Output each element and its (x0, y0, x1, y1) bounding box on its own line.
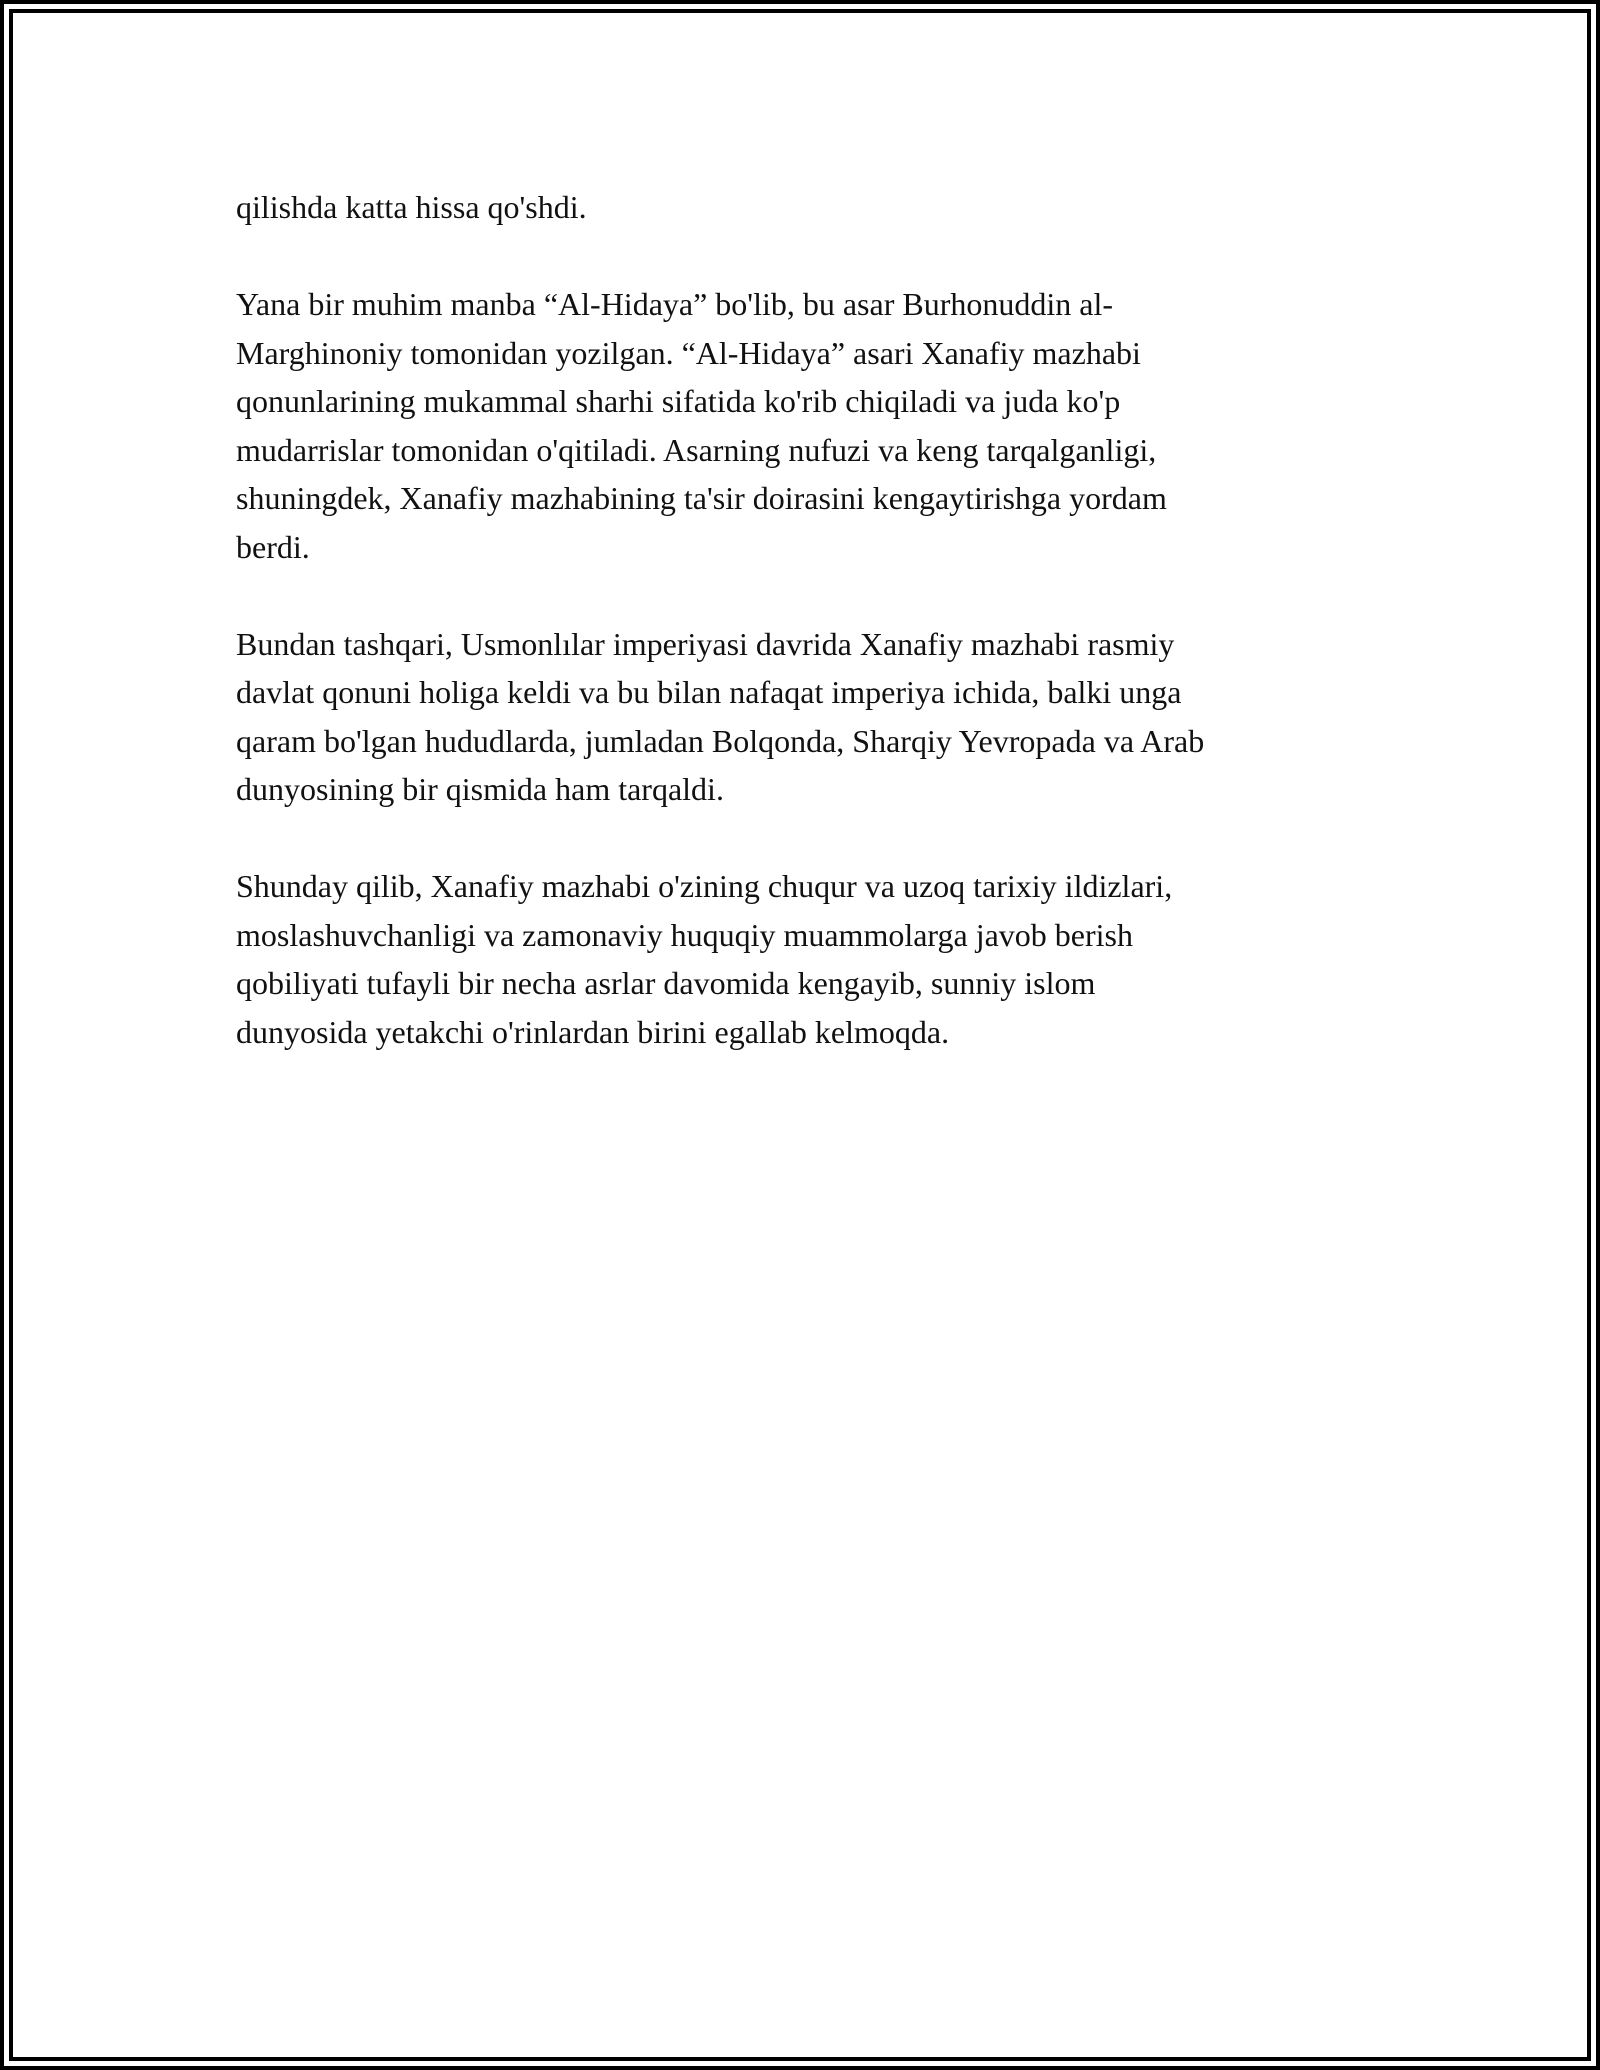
text-line: shuningdek, Xanafiy mazhabining ta'sir doirasini kengaytirishga yordam (236, 480, 1167, 516)
text-line: berdi. (236, 528, 310, 565)
text-line: Shunday qilib, Xanafiy mazhabi o'zining chuqur va uzoq tarixiy ildizlari, (236, 868, 1173, 904)
text-line: qaram bo'lgan hududlarda, jumladan Bolqonda, Sharqiy Yevropada va Arab (236, 722, 1205, 759)
text-line: Bundan tashqari, Usmonlılar imperiyasi davrida Xanafiy mazhabi rasmiy (236, 625, 1175, 662)
document-body (236, 183, 1366, 1056)
paragraph-4 (236, 862, 1366, 1056)
text-line: davlat qonuni holiga keldi va bu bilan nafaqat imperiya ichida, balki unga (236, 674, 1182, 710)
text-line: moslashuvchanligi va zamonaviy huquqiy muammolarga javob berish (236, 916, 1133, 953)
paragraph-2 (236, 280, 1366, 571)
text-line: dunyosining bir qismida ham tarqaldi. (236, 771, 724, 807)
text-line: mudarrislar tomonidan o'qitiladi. Asarning nufuzi va keng tarqalganligi, (236, 431, 1157, 468)
text-line: dunyosida yetakchi o'rinlardan birini egallab kelmoqda. (236, 1013, 950, 1050)
paragraph-3 (236, 620, 1366, 814)
text-line: qonunlarining mukammal sharhi sifatida ko'rib chiqiladi va juda ko'p (236, 383, 1121, 419)
paragraph-1 (236, 183, 1366, 232)
text-line: qilishda katta hissa qo'shdi. (236, 189, 587, 225)
text-line: Marghinoniy tomonidan yozilgan. “Al-Hidaya” asari Xanafiy mazhabi (236, 334, 1141, 371)
text-line: qobiliyati tufayli bir necha asrlar davomida kengayib, sunniy islom (236, 965, 1096, 1001)
text-line: Yana bir muhim manba “Al-Hidaya” bo'lib, bu asar Burhonuddin al- (236, 286, 1113, 322)
